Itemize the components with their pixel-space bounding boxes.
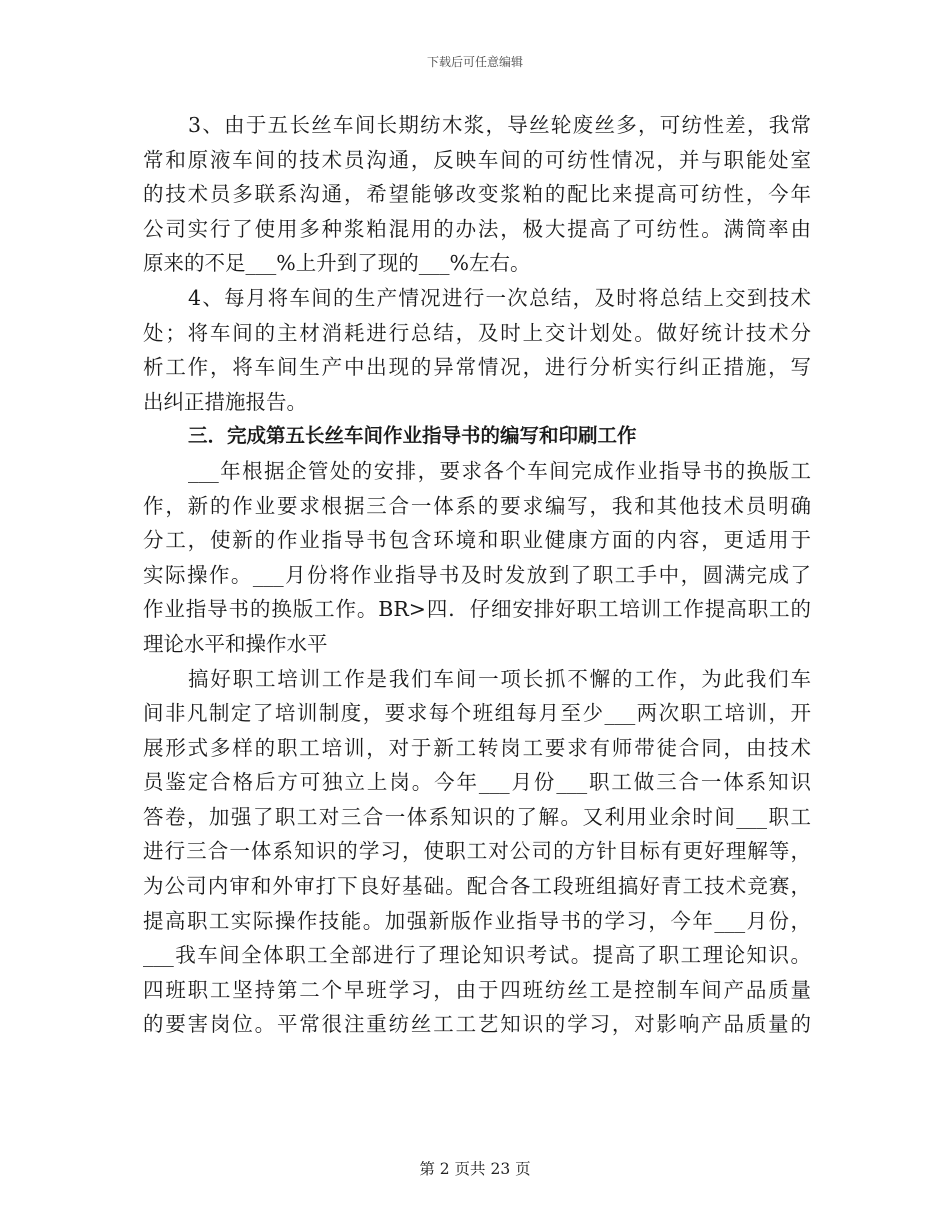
paragraph-line: 3、由于五长丝车间长期纺木浆，导丝轮废丝多，可纺性差，我常	[188, 113, 811, 137]
paragraph-line: 为公司内审和外审打下良好基础。配合各工段班组搞好青工技术竞赛，	[143, 874, 811, 899]
paragraph-line: 的技术员多联系沟通，希望能够改变浆粕的配比来提高可纺性，今年	[143, 182, 811, 207]
paragraph-line: 展形式多样的职工培训，对于新工转岗工要求有师带徒合同，由技术	[143, 735, 811, 760]
paragraph-line: 的要害岗位。平常很注重纺丝工工艺知识的学习，对影响产品质量的	[143, 1012, 811, 1037]
paragraph-line: 搞好职工培训工作是我们车间一项长抓不懈的工作，为此我们车	[188, 666, 811, 691]
section-heading: 三．完成第五长丝车间作业指导书的编写和印刷工作	[188, 424, 637, 448]
paragraph-line: 原来的不足___%上升到了现的___%左右。	[143, 251, 531, 276]
paragraph-line: 间非凡制定了培训制度，要求每个班组每月至少___两次职工培训，开	[143, 701, 811, 726]
paragraph-line: 进行三合一体系知识的学习，使职工对公司的方针目标有更好理解等，	[143, 839, 811, 864]
paragraph-line: 理论水平和操作水平	[143, 631, 328, 656]
paragraph-line: 作，新的作业要求根据三合一体系的要求编写，我和其他技术员明确	[143, 493, 811, 518]
paragraph-line: 公司实行了使用多种浆粕混用的办法，极大提高了可纺性。满筒率由	[143, 216, 811, 241]
page-footer: 第 2 页共 23 页	[419, 1160, 531, 1178]
paragraph-line: 常和原液车间的技术员沟通，反映车间的可纺性情况，并与职能处室	[143, 147, 811, 172]
paragraph-line: 作业指导书的换版工作。BR>四．仔细安排好职工培训工作提高职工的	[143, 597, 811, 622]
paragraph-line: 提高职工实际操作技能。加强新版作业指导书的学习，今年___月份，	[143, 908, 811, 933]
page-header: 下载后可任意编辑	[426, 55, 523, 69]
paragraph-line: 四班职工坚持第二个早班学习，由于四班纺丝工是控制车间产品质量	[143, 977, 811, 1002]
paragraph-line: ___年根据企管处的安排，要求各个车间完成作业指导书的换版工	[188, 458, 811, 483]
paragraph-line: 员鉴定合格后方可独立上岗。今年___月份___职工做三合一体系知识	[143, 770, 811, 795]
paragraph-line: 析工作，将车间生产中出现的异常情况，进行分析实行纠正措施，写	[143, 355, 811, 380]
paragraph-line: 分工，使新的作业指导书包含环境和职业健康方面的内容，更适用于	[143, 528, 811, 553]
paragraph-line: 答卷，加强了职工对三合一体系知识的了解。又利用业余时间___职工	[143, 804, 811, 829]
paragraph-line: 4、每月将车间的生产情况进行一次总结，及时将总结上交到技术	[188, 285, 811, 310]
document-body	[143, 108, 811, 1042]
paragraph-line: 实际操作。___月份将作业指导书及时发放到了职工手中，圆满完成了	[143, 562, 811, 587]
paragraph-line: 处；将车间的主材消耗进行总结，及时上交计划处。做好统计技术分	[143, 320, 811, 345]
paragraph-line: 出纠正措施报告。	[143, 389, 307, 414]
paragraph-line: ___我车间全体职工全部进行了理论知识考试。提高了职工理论知识。	[143, 943, 811, 968]
